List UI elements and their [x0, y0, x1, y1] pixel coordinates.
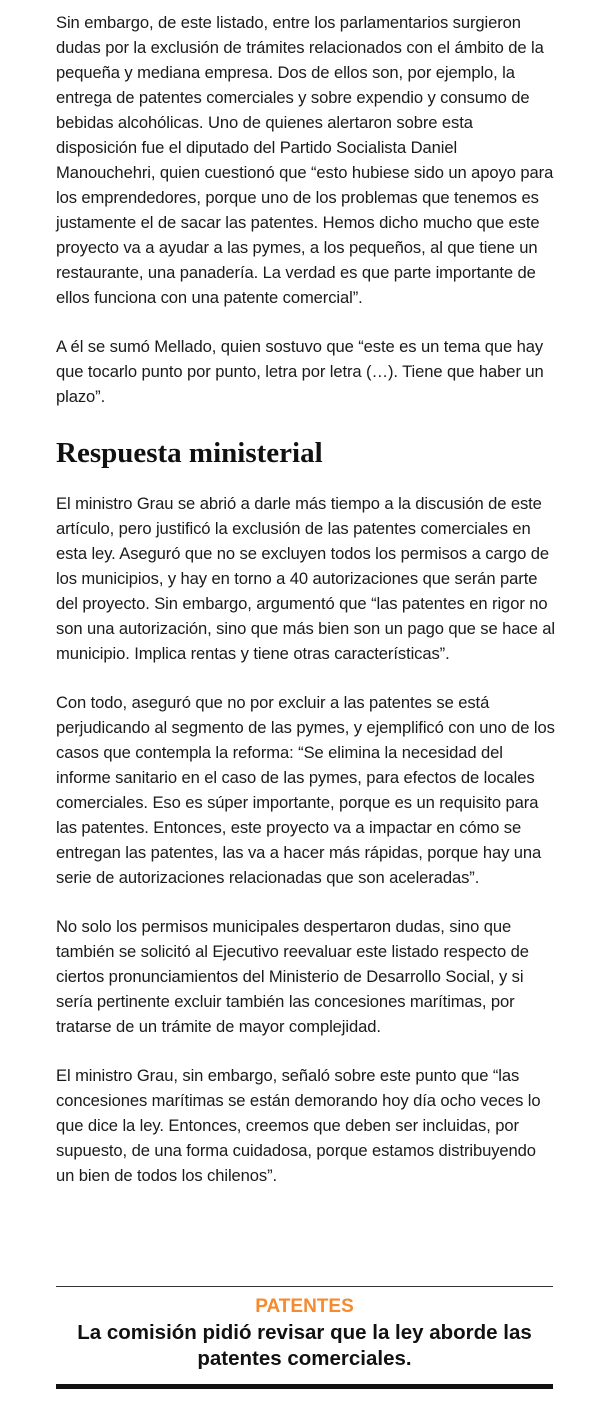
pull-quote-bottom-rule — [56, 1384, 553, 1389]
section-heading: Respuesta ministerial — [56, 437, 323, 469]
paragraph-maritime-answer: El ministro Grau, sin embargo, señaló sobre este punto que “las concesiones marítimas se están demorando hoy día ocho veces lo que dice la ley. Entonces, creemos que deben ser incluidas, por supuesto, de una forma cuidadosa, porque estamos distribuyendo un bien de todos los chilenos”. — [56, 1066, 541, 1185]
article-body — [56, 10, 556, 1212]
pull-quote-kicker: PATENTES — [255, 1296, 354, 1317]
paragraph-mellado: A él se sumó Mellado, quien sostuvo que “este es un tema que hay que tocarlo punto por punto, letra por letra (…). Tiene que haber un plazo”. — [56, 337, 544, 406]
pull-quote-text: La comisión pidió revisar que la ley aborde las patentes comerciales. — [77, 1321, 532, 1370]
paragraph-maritime-doubts: No solo los permisos municipales despertaron dudas, sino que también se solicitó al Ejecutivo reevaluar este listado respecto de ciertos pronunciamientos del Ministerio de Desarrollo Social, y si sería pertinente excluir también las concesiones marítimas, por tratarse de un trámite de mayor complejidad. — [56, 917, 529, 1036]
paragraph-exclusion-doubts: Sin embargo, de este listado, entre los parlamentarios surgieron dudas por la exclusión de trámites relacionados con el ámbito de la pequeña y mediana empresa. Dos de ellos son, por ejemplo, la entrega de patentes comerciales y sobre expendio y consumo de bebidas alcohólicas. Uno de quienes alertaron sobre esta disposición fue el diputado del Partido Socialista Daniel Manouchehri, quien cuestionó que “esto hubiese sido un apoyo para los emprendedores, porque uno de los problemas que tenemos es justamente el de sacar las patentes. Hemos dicho mucho que este proyecto va a ayudar a las pymes, a los pequeños, al que tiene un restaurante, una panadería. La verdad es que parte importante de ellos funciona con una patente comercial”. — [56, 13, 554, 307]
paragraph-pymes: Con todo, aseguró que no por excluir a las patentes se está perjudicando al segmento de las pymes, y ejemplificó con uno de los casos que contempla la reforma: “Se elimina la necesidad del informe sanitario en el caso de las pymes, para efectos de locales comerciales. Eso es súper importante, porque es un requisito para las patentes. Entonces, este proyecto va a impactar en cómo se entregan las patentes, las va a hacer más rápidas, porque hay una serie de autorizaciones relacionadas que son aceleradas”. — [56, 693, 555, 887]
paragraph-grau-response: El ministro Grau se abrió a darle más tiempo a la discusión de este artículo, pero justificó la exclusión de las patentes comerciales en esta ley. Aseguró que no se excluyen todos los permisos a cargo de los municipios, y hay en torno a 40 autorizaciones que serán parte del proyecto. Sin embargo, argumentó que “las patentes en rigor no son una autorización, sino que más bien son un pago que se hace al municipio. Implica rentas y tiene otras características”. — [56, 494, 555, 663]
pull-quote-box — [56, 1286, 553, 1389]
